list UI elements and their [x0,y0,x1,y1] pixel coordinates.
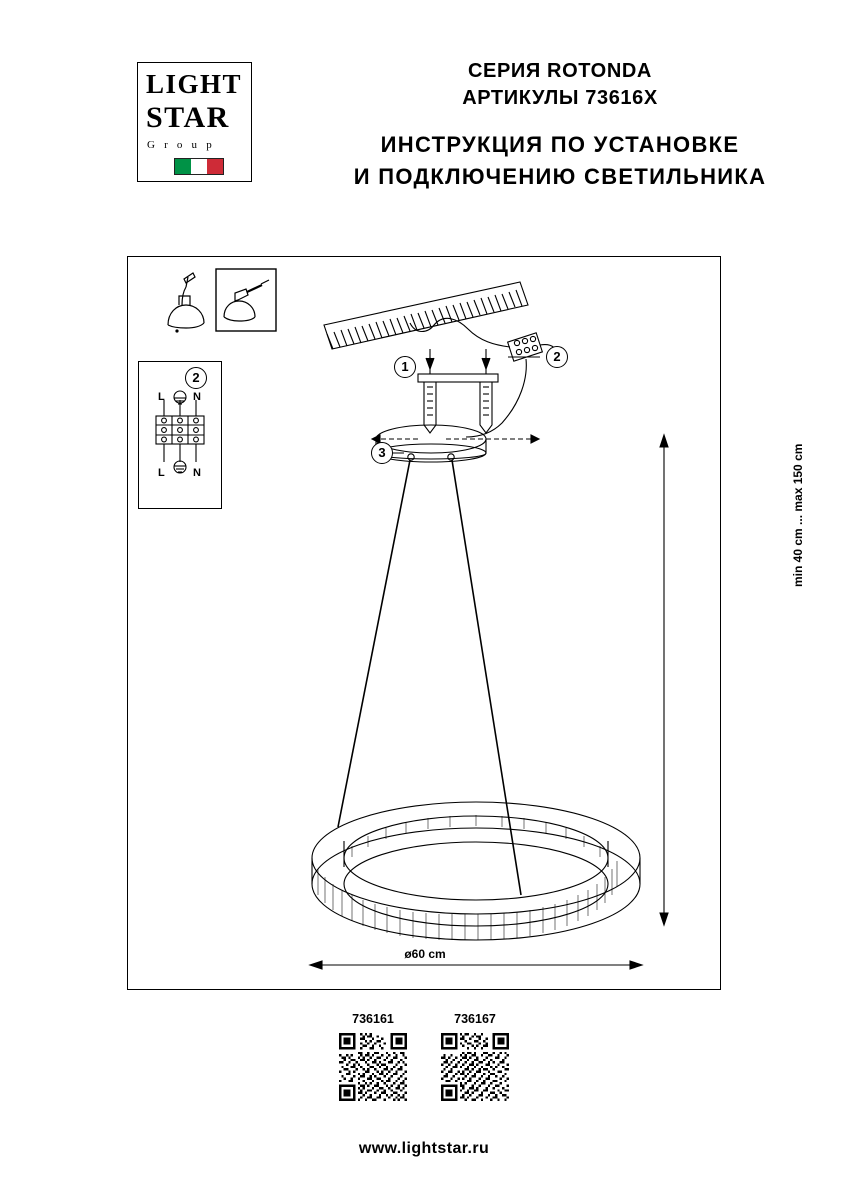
manual-title-line1: ИНСТРУКЦИЯ ПО УСТАНОВКЕ [380,132,740,157]
mounting-bracket [418,349,498,433]
qr-code-image [441,1033,509,1101]
italy-flag-icon [174,158,224,175]
height-dimension-label: min 40 cm ... max 150 cm [791,443,805,587]
canopy-width-dimension [372,435,539,443]
brand-logo [137,62,252,182]
callout-wiring-2: 2 [185,367,207,389]
ceiling-slab [324,282,528,349]
wiring-label-L-bottom: L [158,467,165,479]
callout-1: 1 [394,356,416,378]
series-line: СЕРИЯ ROTONDA [468,60,652,82]
canopy [376,425,486,462]
manual-title-line2: И ПОДКЛЮЧЕНИЮ СВЕТИЛЬНИКА [353,163,767,189]
qr-code-image [339,1033,407,1101]
article-line: АРТИКУЛЫ 73616X [462,87,658,109]
qr-label: 736167 [454,1012,496,1026]
page-header [0,44,848,204]
suspension-rod-right [452,460,521,895]
callout-2: 2 [546,346,568,368]
diameter-dimension-label: ø60 cm [404,947,446,961]
website-url[interactable]: www.lightstar.ru [358,1140,490,1157]
supply-cable [410,318,510,347]
qr-item[interactable] [337,1012,409,1106]
diagram-frame [127,256,805,990]
qr-item[interactable] [439,1012,511,1106]
diameter-dimension-line [310,961,642,969]
wiring-label-N-bottom: N [193,467,201,479]
ring-luminaire [312,802,640,940]
logo-text-star: STAR [146,101,230,134]
wiring-label-N-top: N [193,391,201,403]
qr-codes-area [127,1012,721,1122]
wiring-label-L-top: L [158,391,165,403]
callout-3: 3 [371,442,393,464]
logo-text-light: LIGHT [146,69,243,99]
luminaire-assembly-drawing [128,257,722,991]
header-text-block [300,58,820,193]
qr-label: 736161 [352,1012,394,1026]
suspension-rod-left [338,460,410,827]
logo-text-group: G r o u p [147,139,215,151]
connector-wire [466,359,526,437]
height-dimension-line [660,435,668,925]
